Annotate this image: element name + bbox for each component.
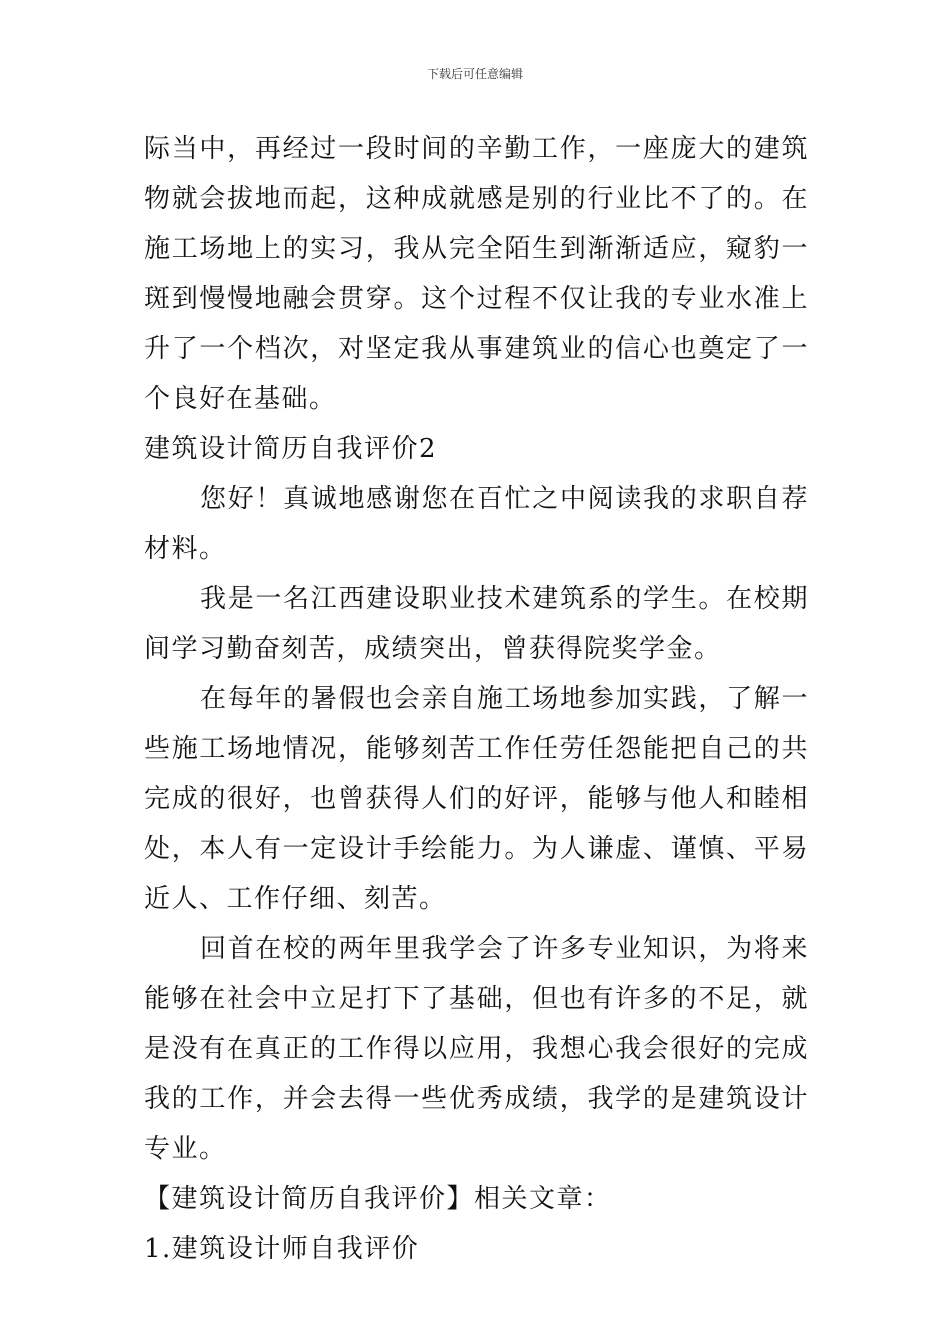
document-body bbox=[144, 124, 809, 1274]
body-paragraph-intro: 我是一名江西建设职业技术建筑系的学生。在校期间学习勤奋刻苦，成绩突出，曾获得院奖学金。 bbox=[144, 584, 809, 664]
body-paragraph-continuation: 际当中，再经过一段时间的辛勤工作，一座庞大的建筑物就会拔地而起，这种成就感是别的行业比不了的。在施工场地上的实习，我从完全陌生到渐渐适应，窥豹一斑到慢慢地融会贯穿。这个过程不仅让我的专业水准上升了一个档次，对坚定我从事建筑业的信心也奠定了一个良好在基础。 bbox=[144, 134, 809, 414]
body-paragraph-summary: 回首在校的两年里我学会了许多专业知识，为将来能够在社会中立足打下了基础，但也有许多的不足，就是没有在真正的工作得以应用，我想心我会很好的完成我的工作，并会去得一些优秀成绩，我学的是建筑设计专业。 bbox=[144, 934, 809, 1164]
body-paragraph-practice: 在每年的暑假也会亲自施工场地参加实践，了解一些施工场地情况，能够刻苦工作任劳任怨能把自己的共完成的很好，也曾获得人们的好评，能够与他人和睦相处，本人有一定设计手绘能力。为人谦虚、谨慎、平易近人、工作仔细、刻苦。 bbox=[144, 684, 809, 914]
page-header-note: 下载后可任意编辑 bbox=[426, 67, 523, 81]
section-heading: 建筑设计简历自我评价2 bbox=[144, 434, 438, 464]
body-paragraph-greeting: 您好！真诚地感谢您在百忙之中阅读我的求职自荐材料。 bbox=[144, 484, 809, 564]
related-article-link[interactable]: 1.建筑设计师自我评价 bbox=[144, 1234, 420, 1264]
related-articles-heading: 【建筑设计简历自我评价】相关文章： bbox=[144, 1184, 612, 1214]
